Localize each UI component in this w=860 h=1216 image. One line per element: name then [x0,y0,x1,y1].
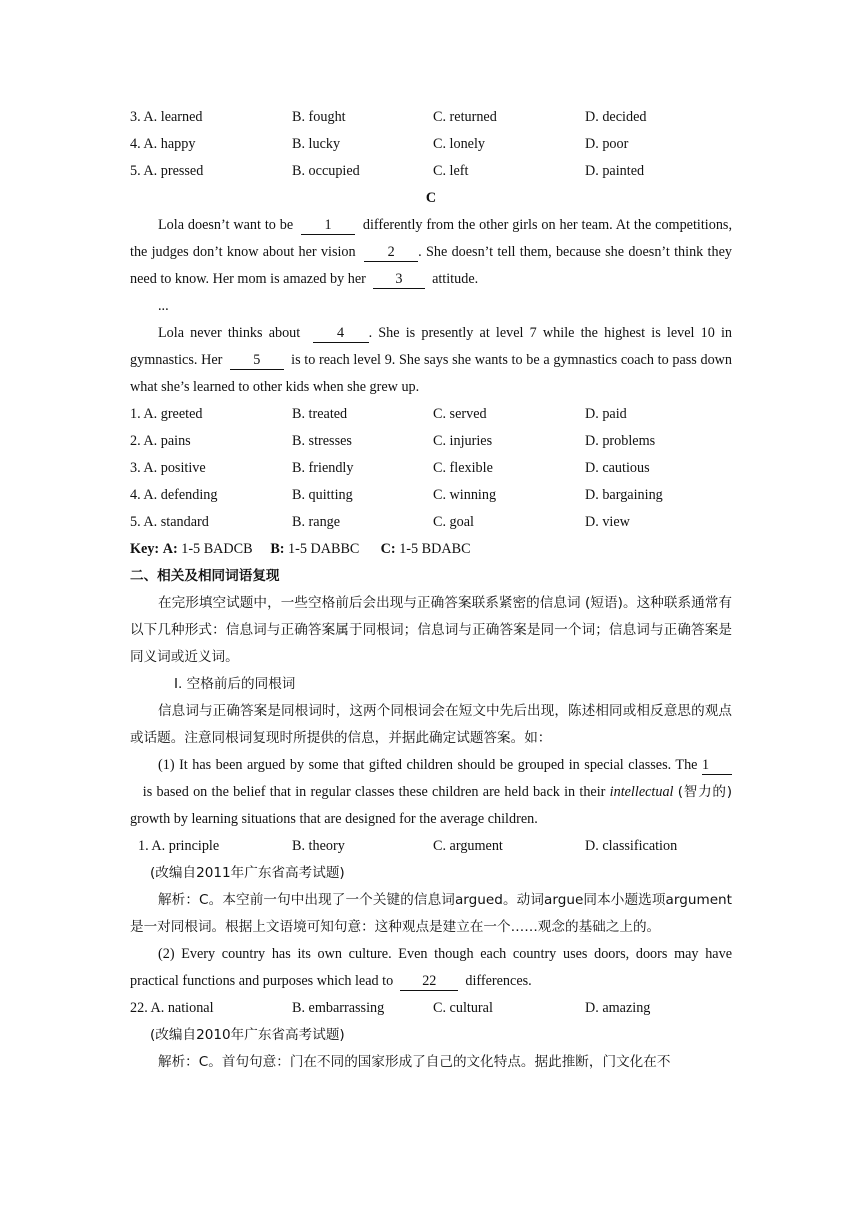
section-c-heading: C [425,190,437,206]
option-row: 3. A. positive B. friendly C. flexible D. cautious [130,460,650,476]
blank-3: 3 [373,270,425,289]
subsection-heading: Ⅰ. 空格前后的同根词 [174,676,296,692]
answer-key: Key: A: 1-5 BADCB B: 1-5 DABBC C: 1-5 BDABC [130,541,471,557]
option-row: 4. A. defending B. quitting C. winning D. bargaining [130,487,663,503]
source-note: (改编自2011年广东省高考试题) [150,865,345,881]
section-heading: 二、相关及相同词语复现 [130,568,280,584]
blank-5: 5 [230,351,284,370]
source-note: (改编自2010年广东省高考试题) [150,1027,345,1043]
analysis-paragraph: 解析：C。本空前一句中出现了一个关键的信息词argued。动词argue同本小题选项argument是一对同根词。根据上文语境可知句意：这种观点是建立在一个……观念的基础之上的。 [130,892,732,935]
option-row: 1. A. principle B. theory C. argument D. classification [138,838,678,854]
passage-paragraph: Lola doesn’t want to be 1 differently from the other girls on her team. At the competitions, the judges don’t know about her vision 2 . She doesn’t tell them, because she doesn’t think they need to know. Her mom is amazed by her 3 attitude. [130,217,733,287]
example-2: (2) Every country has its own culture. Even though each country uses doors, doors may have practical functions and purposes which lead to 22 differences. [130,946,732,989]
option-row: 3. A. learned B. fought C. returned D. decided [130,109,647,125]
blank-1: 1 [301,216,355,235]
option-row: 5. A. pressed B. occupied C. left D. painted [130,163,645,179]
example-blank-1: 1 [702,756,732,775]
example-blank-22: 22 [400,972,458,991]
option-row: 22. A. national B. embarrassing C. cultural D. amazing [130,1000,651,1016]
option-row: 4. A. happy B. lucky C. lonely D. poor [130,136,629,152]
blank-2: 2 [364,243,418,262]
option-row: 5. A. standard B. range C. goal D. view [130,514,630,530]
example-1: (1) It has been argued by some that gifted children should be grouped in special classes. The 1 is based on the belief that in regular classes these children are held back in their intellectual (智力的) growth by learning situations that are designed for the average children. [130,757,733,827]
subsection-paragraph: 信息词与正确答案是同根词时，这两个同根词会在短文中先后出现，陈述相同或相反意思的观点或话题。注意同根词复现时所提供的信息，并据此确定试题答案。如： [130,703,732,746]
document-page [130,104,732,1076]
passage-paragraph: Lola never thinks about 4 . She is presently at level 7 while the highest is level 10 in gymnastics. Her 5 is to reach level 9. She says she wants to be a gymnastics coach to pass down what she’s learned to other kids when she grew up. [130,325,733,395]
blank-4: 4 [313,324,369,343]
option-row: 1. A. greeted B. treated C. served D. paid [130,406,627,422]
intro-paragraph: 在完形填空试题中，一些空格前后会出现与正确答案联系紧密的信息词 (短语)。这种联系通常有以下几种形式：信息词与正确答案属于同根词；信息词与正确答案是同一个词；信息词与正确答案是同义词或近义词。 [130,595,732,665]
analysis-paragraph: 解析：C。首句句意：门在不同的国家形成了自己的文化特点。据此推断，门文化在不 [158,1054,671,1070]
option-row: 2. A. pains B. stresses C. injuries D. problems [130,433,656,449]
ellipsis: ... [158,298,169,314]
